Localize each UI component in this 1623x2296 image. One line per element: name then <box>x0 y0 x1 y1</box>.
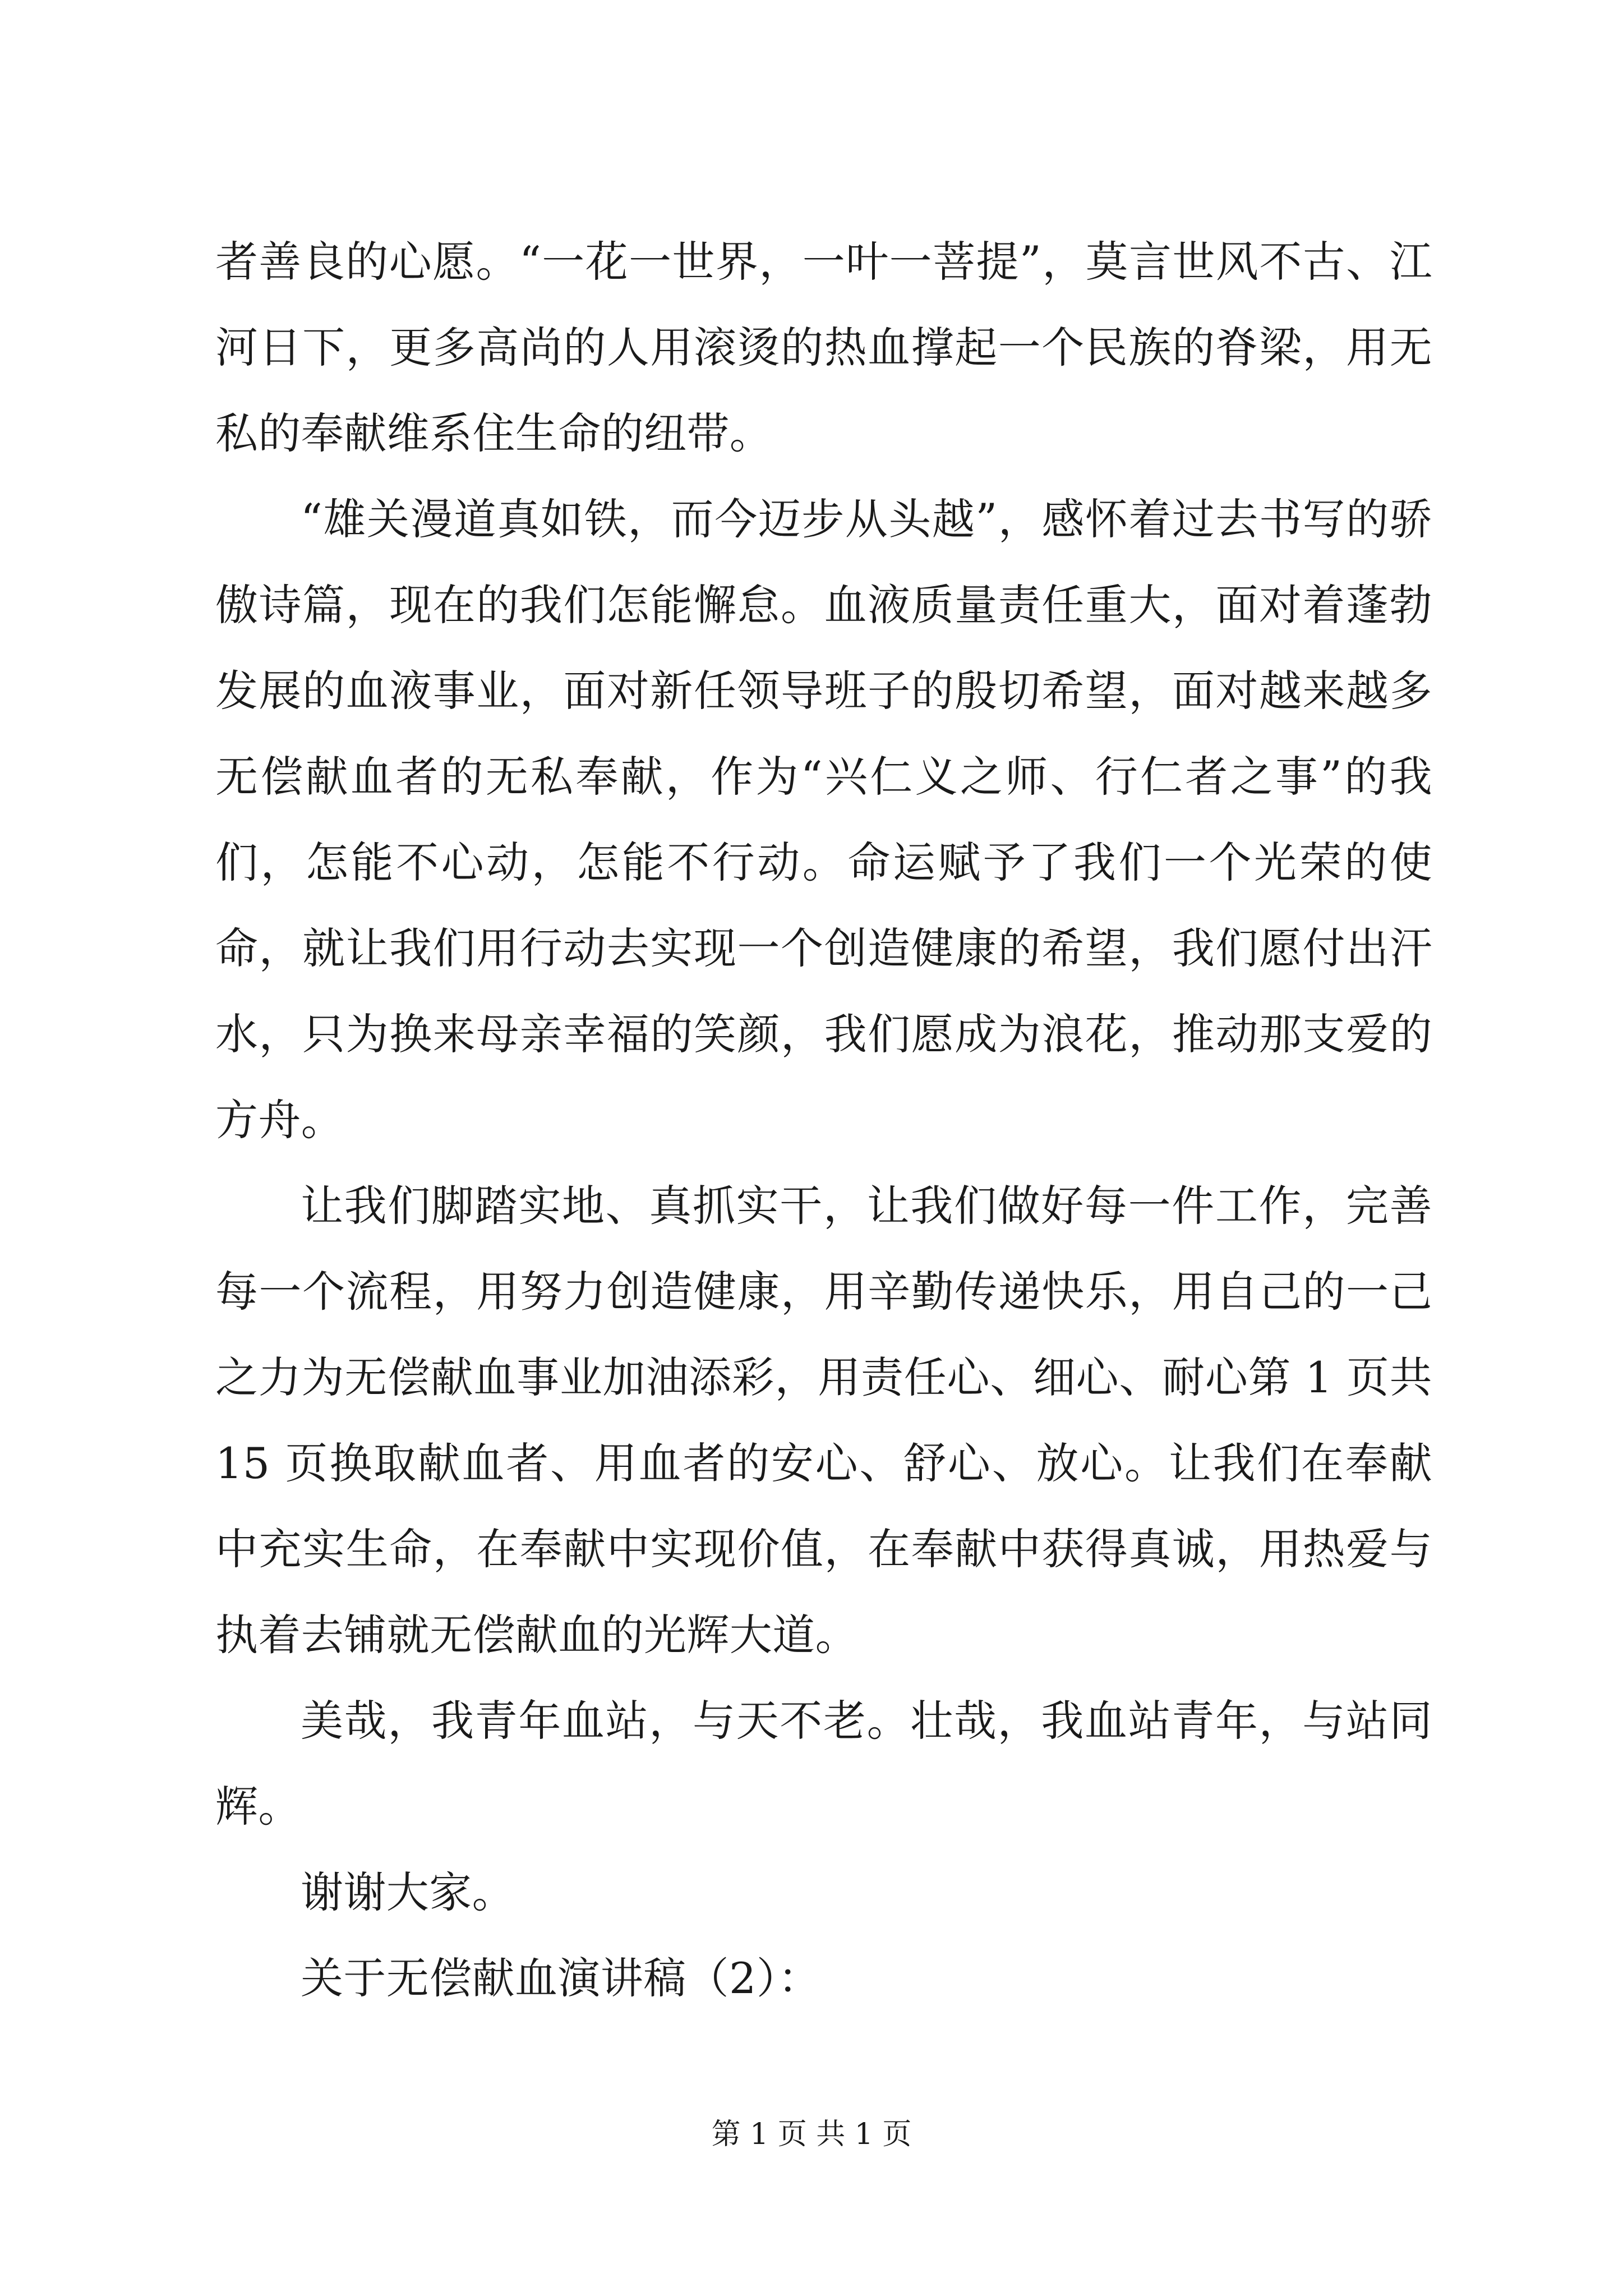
paragraph: 让我们脚踏实地、真抓实干，让我们做好每一件工作，完善每一个流程，用努力创造健康，用辛勤传递快乐，用自己的一己之力为无偿献血事业加油添彩，用责任心、细心、耐心第 1 页共 15 页换取献血者、用血者的安心、舒心、放心。让我们在奉献中充实生命，在奉献中实现价值，在奉献中获得真诚，用热爱与执着去铺就无偿献血的光辉大道。 <box>215 1181 1432 1660</box>
paragraph: 谢谢大家。 <box>301 1867 515 1917</box>
paragraph: “雄关漫道真如铁，而今迈步从头越”，感怀着过去书写的骄傲诗篇，现在的我们怎能懈怠。血液质量责任重大，面对着蓬勃发展的血液事业，面对新任领导班子的殷切希望，面对越来越多无偿献血者的无私奉献，作为“兴仁义之师、行仁者之事”的我们，怎能不心动，怎能不行动。命运赋予了我们一个光荣的使命，就让我们用行动去实现一个创造健康的希望，我们愿付出汗水，只为换来母亲幸福的笑颜，我们愿成为浪花，推动那支爱的方舟。 <box>215 494 1432 1145</box>
paragraph-continuation: 者善良的心愿。“一花一世界，一叶一菩提”，莫言世风不古、江河日下，更多高尚的人用滚烫的热血撑起一个民族的脊梁，用无私的奉献维系住生命的纽带。 <box>215 237 1432 458</box>
document-body <box>215 219 1432 2021</box>
paragraph: 美哉，我青年血站，与天不老。壮哉，我血站青年，与站同辉。 <box>215 1696 1432 1832</box>
section-heading: 关于无偿献血演讲稿（2）： <box>301 1953 821 2003</box>
page-footer: 第 1 页 共 1 页 <box>711 2118 912 2151</box>
